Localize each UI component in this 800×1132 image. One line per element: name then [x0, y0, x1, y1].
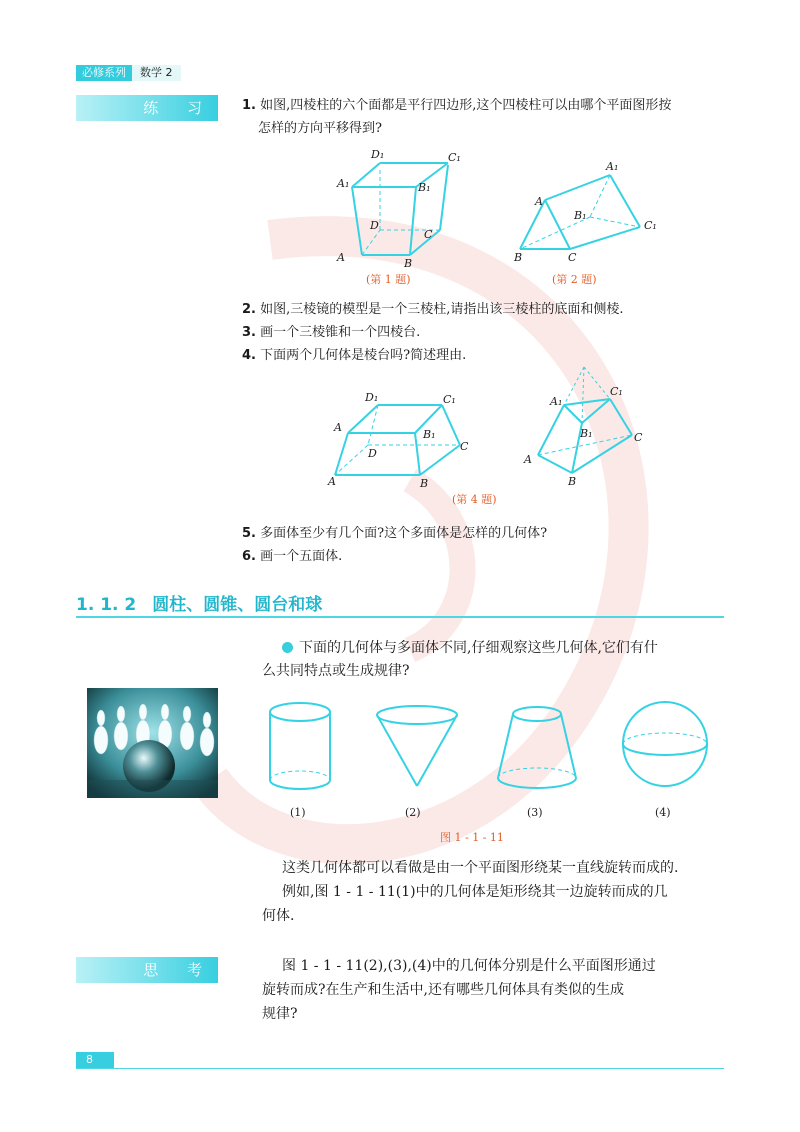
think-banner: 思 考: [76, 957, 218, 983]
page-number: 8: [76, 1052, 114, 1068]
section-divider: [76, 616, 724, 618]
think-line-1: 图 1 - 1 - 11(2),(3),(4)中的几何体分别是什么平面图形通过: [282, 958, 656, 974]
fig3-label-b: B: [420, 477, 429, 490]
figure-frustum-triangle: [538, 367, 632, 473]
fig1-label-c: C: [424, 228, 433, 241]
caption-q2: (第 2 题): [552, 273, 597, 286]
exercise-1-text: 如图,四棱柱的六个面都是平行四边形,这个四棱柱可以由哪个平面图形按: [260, 98, 672, 113]
exercise-5: [242, 522, 547, 545]
exercise-3: [242, 321, 420, 344]
exercise-6-text: 画一个五面体.: [260, 549, 343, 564]
exercise-6: [242, 545, 342, 568]
section-heading: [76, 590, 322, 615]
exercise-2: [242, 298, 624, 321]
figure-frustum-square: [335, 405, 460, 475]
fig3-label-c: C: [460, 440, 469, 453]
fig1-label-c1: C₁: [448, 151, 461, 164]
exercise-banner: 练 习: [76, 95, 218, 121]
caption-q4: (第 4 题): [452, 493, 497, 506]
fig3-label-a: A: [328, 475, 336, 488]
fig2-label-a1: A₁: [606, 160, 619, 173]
fig4-label-b1: B₁: [580, 427, 593, 440]
exercise-1-text-cont: 怎样的方向平移得到?: [258, 121, 382, 136]
fig4-label-c: C: [634, 431, 643, 444]
think-line-3: 规律?: [262, 1006, 298, 1022]
bowling-photo: [87, 688, 218, 798]
exercise-4: [242, 344, 466, 367]
fig4-label-b: B: [568, 475, 577, 488]
fig2-label-c1: C₁: [644, 219, 657, 232]
solids-of-revolution: [250, 700, 730, 825]
footer-divider: [76, 1068, 724, 1069]
exercise-1: [242, 94, 671, 117]
fig4-label-c1: C₁: [610, 385, 623, 398]
cone-figure: [377, 706, 457, 786]
intro-line-1: [282, 637, 658, 660]
fig1-label-b: B: [404, 257, 413, 270]
exercise-3-number: 3.: [242, 325, 256, 340]
exercise-3-text: 画一个三棱锥和一个四棱台.: [260, 325, 421, 340]
solid-label-4: (4): [655, 806, 671, 819]
sphere-figure: [623, 702, 707, 786]
cylinder-figure: [270, 703, 330, 789]
figure-caption-wrap: [440, 828, 560, 846]
fig3-label-b1: B₁: [423, 428, 436, 441]
intro-text-1: 下面的几何体与多面体不同,仔细观察这些几何体,它们有什: [299, 640, 658, 656]
section-title-text: 圆柱、圆锥、圆台和球: [152, 595, 323, 615]
exercise-2-text: 如图,三棱镜的模型是一个三棱柱,请指出该三棱柱的底面和侧棱.: [260, 302, 624, 317]
fig3-label-c1: C₁: [443, 393, 456, 406]
exercise-1-number: 1.: [242, 98, 256, 113]
body-line-2: 例如,图 1 - 1 - 11(1)中的几何体是矩形绕其一边旋转而成的几: [282, 884, 668, 900]
intro-line-2: 么共同特点或生成规律?: [262, 663, 410, 679]
fig1-label-b1: B₁: [418, 181, 431, 194]
fig2-label-b1: B₁: [574, 209, 587, 222]
caption-q1: (第 1 题): [366, 273, 411, 286]
fig1-label-a: A: [337, 251, 345, 264]
fig4-label-a1: A₁: [550, 395, 563, 408]
fig3-label-d: D: [368, 447, 377, 460]
bullet-dot-icon: [282, 642, 293, 653]
solid-label-3: (3): [527, 806, 543, 819]
fig1-label-d1: D₁: [371, 148, 385, 161]
fig1-label-d: D: [370, 219, 379, 232]
exercise-4-text: 下面两个几何体是棱台吗?简述理由.: [260, 348, 467, 363]
body-line-3: 何体.: [262, 908, 295, 924]
figure-caption: 图 1 - 1 - 11: [440, 831, 504, 844]
header-series-tag: [76, 65, 181, 81]
fig2-label-b: B: [514, 251, 523, 264]
exercise-4-number: 4.: [242, 348, 256, 363]
exercise-2-number: 2.: [242, 302, 256, 317]
fig3-label-a1: A: [334, 421, 342, 434]
body-line-1: 这类几何体都可以看做是由一个平面图形绕某一直线旋转而成的.: [282, 860, 679, 876]
fig2-label-a: A: [535, 195, 543, 208]
section-number: 1. 1. 2: [76, 595, 137, 615]
fig2-label-c: C: [568, 251, 577, 264]
exercise-5-text: 多面体至少有几个面?这个多面体是怎样的几何体?: [260, 526, 548, 541]
fig1-label-a1: A₁: [337, 177, 350, 190]
solid-label-1: (1): [290, 806, 306, 819]
figures-q4: [320, 365, 660, 515]
fig4-label-a: A: [524, 453, 532, 466]
series-label: 必修系列: [76, 65, 132, 81]
exercise-5-number: 5.: [242, 526, 256, 541]
fig3-label-d1: D₁: [365, 391, 379, 404]
think-line-2: 旋转而成?在生产和生活中,还有哪些几何体具有类似的生成: [262, 982, 624, 998]
figures-q1-q2: [320, 145, 660, 295]
exercise-6-number: 6.: [242, 549, 256, 564]
frustum-figure: [498, 707, 576, 788]
book-label: 数学 2: [132, 65, 181, 81]
figure-parallelepiped: [352, 163, 448, 255]
solid-label-2: (2): [405, 806, 421, 819]
